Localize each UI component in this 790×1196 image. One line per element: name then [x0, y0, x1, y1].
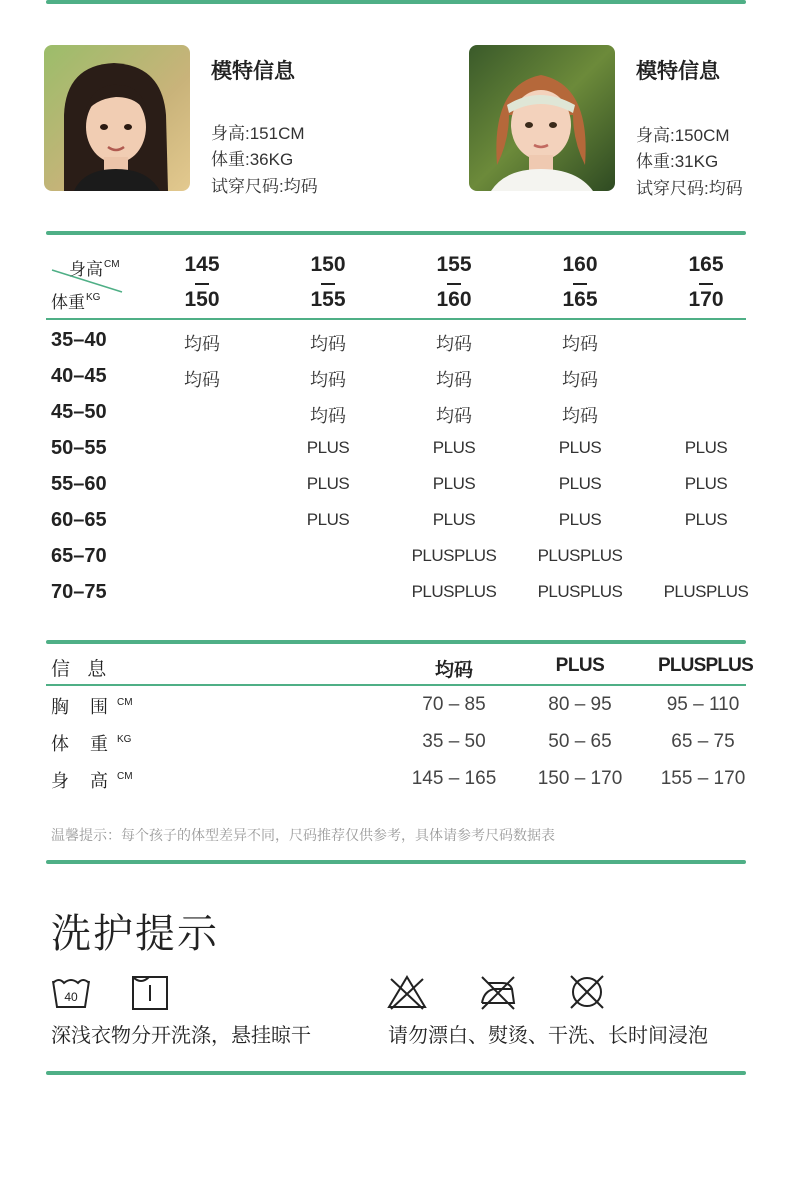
info-value: 150 – 170: [537, 768, 623, 789]
size-cell: PLUSPLUS: [663, 582, 749, 601]
info-row-label: [51, 730, 131, 756]
column-header-dash: [699, 283, 713, 285]
model-weight-2: 体重:31KG: [636, 152, 719, 171]
weight-column-header: 165: [562, 288, 598, 311]
top-divider: [46, 0, 746, 4]
weight-row-label: 40–45: [51, 365, 107, 387]
info-row-unit: CM: [117, 697, 133, 708]
model-weight-1: 体重:36KG: [211, 150, 294, 169]
info-value: 80 – 95: [548, 694, 612, 715]
size-cell: PLUS: [432, 474, 476, 493]
info-value: 145 – 165: [411, 768, 497, 789]
svg-text:40: 40: [64, 990, 78, 1004]
info-row-label-text: 胸 围: [51, 697, 117, 717]
model-title-2: 模特信息: [636, 60, 720, 83]
info-table-top-divider: [46, 640, 746, 644]
column-header-dash: [321, 283, 335, 285]
weight-column-header: 160: [436, 288, 472, 311]
size-tip: 温馨提示：每个孩子的体型差异不同，尺码推荐仅供参考，具体请参考尺码数据表: [51, 827, 555, 843]
care-left-text: 深浅衣物分开洗涤，悬挂晾干: [51, 1025, 311, 1047]
height-column-header: 150: [310, 253, 346, 276]
info-value: 50 – 65: [548, 731, 612, 752]
size-cell: 均码: [184, 370, 220, 390]
corner-height-label: 身高$^{CM}$: [69, 259, 120, 279]
info-header-plus: PLUS: [555, 655, 605, 676]
weight-row-label: 70–75: [51, 581, 107, 603]
size-cell: PLUS: [684, 510, 728, 529]
care-title: 洗护提示: [51, 912, 219, 956]
size-cell: PLUS: [432, 510, 476, 529]
info-row-unit: KG: [117, 734, 132, 745]
weight-column-header: 150: [184, 288, 220, 311]
weight-column-header: 170: [688, 288, 724, 311]
size-cell: PLUS: [558, 474, 602, 493]
care-right-text: 请勿漂白、熨烫、干洗、长时间浸泡: [388, 1025, 708, 1047]
no-iron-icon: [478, 973, 518, 1011]
size-cell: 均码: [310, 334, 346, 354]
info-value: 65 – 75: [671, 731, 735, 752]
height-column-header: 155: [436, 253, 472, 276]
info-row-label-text: 体 重: [51, 734, 117, 754]
info-row-label: [51, 693, 133, 719]
weight-row-label: 50–55: [51, 437, 107, 459]
size-cell: 均码: [562, 370, 598, 390]
size-cell: PLUSPLUS: [411, 546, 497, 565]
size-cell: 均码: [310, 370, 346, 390]
height-column-header: 160: [562, 253, 598, 276]
column-header-dash: [195, 283, 209, 285]
info-row-unit: CM: [117, 771, 133, 782]
size-cell: 均码: [562, 406, 598, 426]
size-cell: 均码: [436, 370, 472, 390]
size-cell: PLUS: [558, 510, 602, 529]
column-header-dash: [447, 283, 461, 285]
info-value: 35 – 50: [422, 731, 486, 752]
model-height-1: 身高:151CM: [211, 124, 305, 143]
weight-column-header: 155: [310, 288, 346, 311]
model-size-1: 试穿尺码:均码: [211, 177, 318, 196]
weight-row-label: 65–70: [51, 545, 107, 567]
size-cell: PLUSPLUS: [537, 582, 623, 601]
model-photo-1: [44, 45, 190, 191]
info-value: 155 – 170: [660, 768, 746, 789]
weight-row-label: 45–50: [51, 401, 107, 423]
info-value: 95 – 110: [666, 694, 740, 715]
weight-row-label: 60–65: [51, 509, 107, 531]
size-table-top-divider: [46, 231, 746, 235]
model-title-1: 模特信息: [211, 60, 295, 83]
care-top-divider: [46, 860, 746, 864]
size-table-header-divider: [46, 318, 746, 320]
size-cell: 均码: [562, 334, 598, 354]
size-cell: 均码: [310, 406, 346, 426]
model-photo-2: [469, 45, 615, 191]
size-cell: 均码: [436, 406, 472, 426]
size-cell: PLUS: [306, 438, 350, 457]
no-bleach-icon: [387, 973, 427, 1011]
height-column-header: 165: [688, 253, 724, 276]
size-cell: PLUS: [684, 474, 728, 493]
info-value: 70 – 85: [422, 694, 486, 715]
weight-row-label: 55–60: [51, 473, 107, 495]
size-cell: PLUS: [684, 438, 728, 457]
bottom-divider: [46, 1071, 746, 1075]
size-cell: PLUS: [432, 438, 476, 457]
hang-dry-icon: [131, 973, 171, 1011]
model-height-2: 身高:150CM: [636, 126, 730, 145]
size-cell: PLUSPLUS: [537, 546, 623, 565]
info-row-label: [51, 767, 133, 793]
info-header-label: 信 息: [51, 659, 113, 680]
size-cell: PLUS: [558, 438, 602, 457]
height-column-header: 145: [184, 253, 220, 276]
corner-weight-label: 体重$^{KG}$: [51, 292, 101, 312]
info-row-label-text: 身 高: [51, 771, 117, 791]
no-dry-clean-icon: [567, 973, 607, 1011]
size-cell: PLUS: [306, 474, 350, 493]
size-cell: 均码: [184, 334, 220, 354]
size-cell: PLUSPLUS: [411, 582, 497, 601]
info-header-plusplus: PLUSPLUS: [658, 655, 753, 676]
weight-row-label: 35–40: [51, 329, 107, 351]
size-cell: 均码: [436, 334, 472, 354]
info-header-onesize: 均码: [434, 660, 473, 681]
model-size-2: 试穿尺码:均码: [636, 179, 743, 198]
column-header-dash: [573, 283, 587, 285]
info-header-divider: [46, 684, 746, 686]
size-cell: PLUS: [306, 510, 350, 529]
wash-40-icon: [51, 973, 91, 1011]
